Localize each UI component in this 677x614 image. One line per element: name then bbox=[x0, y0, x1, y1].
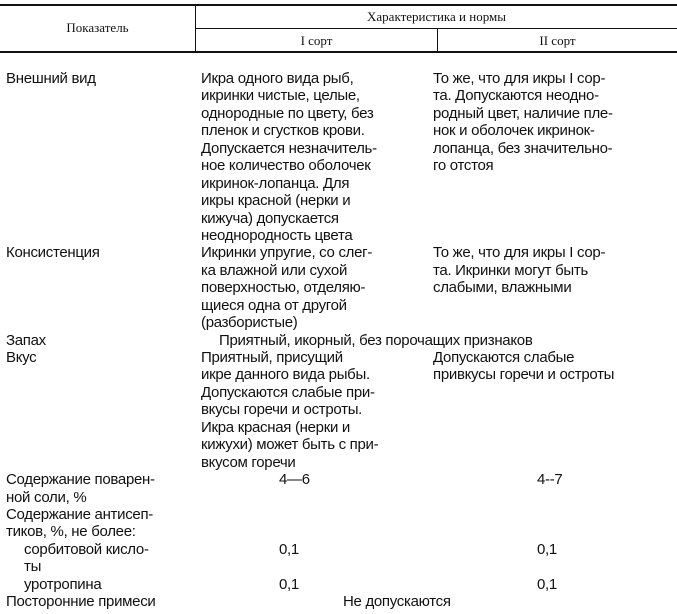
indicator-cell: Консистенция bbox=[6, 244, 100, 262]
grade2-cell: 4--7 bbox=[537, 471, 563, 489]
indicator-cell: уротропина bbox=[24, 575, 102, 593]
grade1-cell: Икра одного вида рыб, икринки чистые, целые, однородные по цвету, без пленок и сгустков крови. Допускается незначитель- ное количество оболочек икринок-лопанца. Для икры красной (нерки и кижуча) допускается неоднородность цвета bbox=[201, 70, 377, 244]
indicator-cell: Содержание антисеп- тиков, %, не более: bbox=[6, 505, 153, 541]
grade2-cell: 0,1 bbox=[537, 575, 557, 593]
merged-cell: Не допускаются bbox=[343, 593, 451, 611]
table-body bbox=[0, 70, 677, 611]
indicator-cell: Посторонние примеси bbox=[6, 593, 156, 611]
grade1-cell: Приятный, присущий икре данного вида рыбы. Допускаются слабые при- вкусы горечи и остроты. Икра красная (нерки и кижухи) может быть с при- вкусом горечи bbox=[201, 349, 379, 471]
grade1-cell: Икринки упругие, со слег- ка влажной или сухой поверхностью, отделяю- щиеся одна от другой (разбористые) bbox=[201, 244, 373, 332]
grade1-cell: 0,1 bbox=[279, 540, 299, 558]
table-top-rule bbox=[0, 4, 677, 6]
merged-cell: Приятный, икорный, без порочащих признаков bbox=[219, 331, 533, 349]
table-row bbox=[0, 332, 677, 349]
table-row bbox=[0, 349, 677, 471]
header-grade-2: II сорт bbox=[539, 33, 576, 48]
grade1-cell: 4—6 bbox=[279, 471, 310, 489]
table-row bbox=[0, 244, 677, 331]
table-row bbox=[0, 471, 677, 506]
grade2-cell: 0,1 bbox=[537, 540, 557, 558]
indicator-cell: сорбитовой кисло- ты bbox=[24, 540, 149, 576]
table-row bbox=[0, 70, 677, 244]
header-grade-1: I сорт bbox=[300, 33, 333, 48]
grade1-cell: 0,1 bbox=[279, 575, 299, 593]
table-row bbox=[0, 541, 677, 576]
header-bottom-rule bbox=[0, 51, 677, 53]
header-mid-rule bbox=[195, 28, 677, 29]
table-row bbox=[0, 506, 677, 541]
grade2-cell: То же, что для икры I сор- та. Допускаются неодно- родный цвет, наличие пле- нок и оболочек икринок- лопанца, без значительно- го отстоя bbox=[433, 70, 613, 175]
table-row bbox=[0, 593, 677, 610]
table-row bbox=[0, 576, 677, 593]
grade2-cell: Допускаются слабые привкусы горечи и остроты bbox=[433, 349, 615, 384]
indicator-cell: Содержание поварен- ной соли, % bbox=[6, 471, 155, 506]
indicator-cell: Внешний вид bbox=[6, 70, 96, 87]
header-characteristics: Характеристика и нормы bbox=[367, 9, 506, 24]
indicator-cell: Запах bbox=[6, 331, 46, 349]
grade2-cell: То же, что для икры I сор- та. Икринки могут быть слабыми, влажными bbox=[433, 244, 606, 297]
indicator-cell: Вкус bbox=[6, 349, 37, 366]
header-indicator: Показатель bbox=[66, 20, 129, 35]
